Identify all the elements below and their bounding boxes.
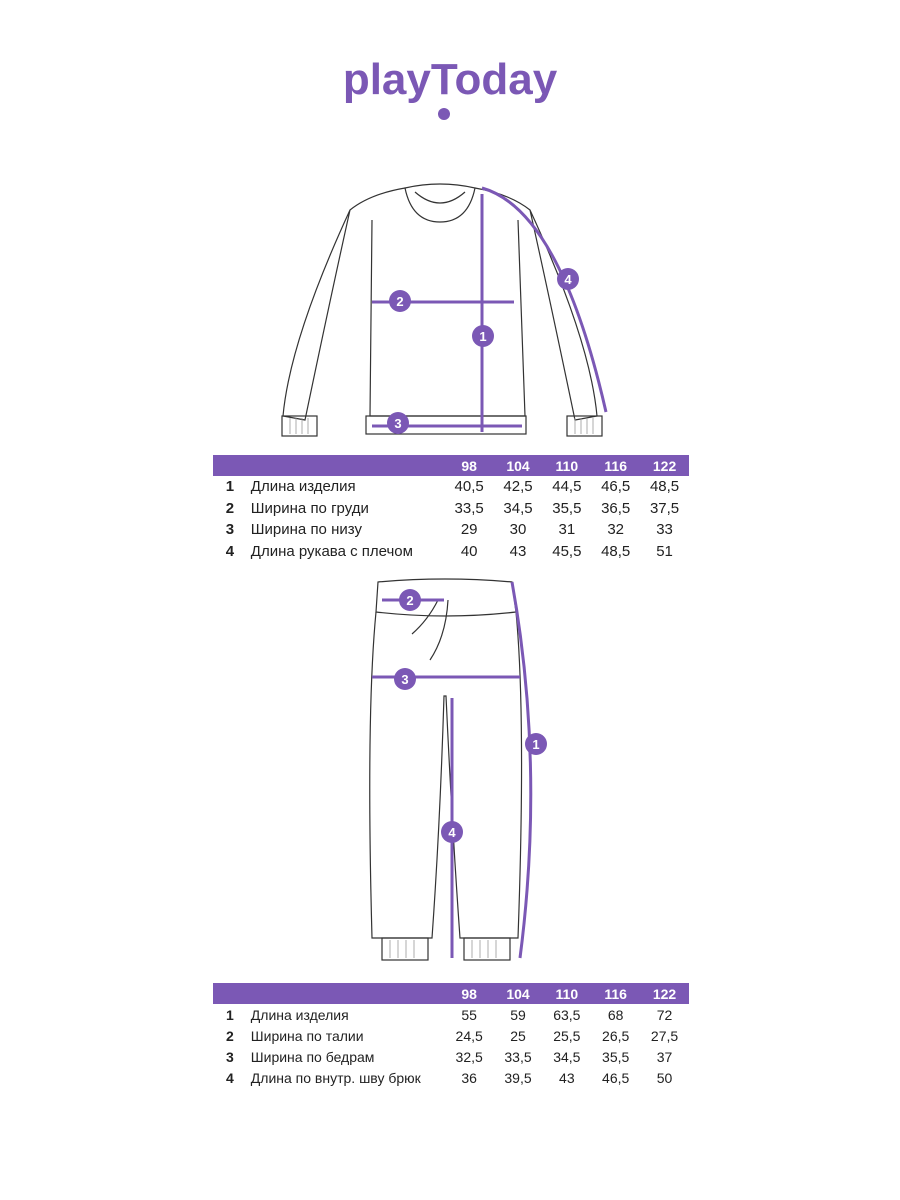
table-row: 3 Ширина по низу 29 30 31 32 33 — [225, 521, 673, 539]
pants-markers — [394, 589, 547, 843]
pants-rib-lines — [390, 940, 496, 958]
sweatshirt-drawing — [0, 180, 900, 442]
brand-logo — [0, 52, 900, 129]
table-row: 3 Ширина по бедрам 32,5 33,5 34,5 35,5 37 — [226, 1048, 673, 1065]
table-row: 2 Ширина по талии 24,5 25 25,5 26,5 27,5 — [226, 1027, 679, 1044]
logo-dot — [438, 108, 450, 120]
size-122: 122 — [652, 457, 677, 474]
size-98: 98 — [461, 985, 477, 1002]
size-116: 116 — [604, 457, 627, 474]
svg-text:2: 2 — [406, 593, 414, 608]
table-row: 4 Длина по внутр. шву брюк 36 39,5 43 46,5 50 — [226, 1069, 673, 1086]
table-header — [213, 983, 689, 1004]
table-header — [213, 455, 689, 476]
size-98: 98 — [461, 457, 477, 474]
table-row: 4 Длина рукава с плечом 40 43 45,5 48,5 51 — [225, 542, 673, 560]
size-122: 122 — [652, 985, 677, 1002]
svg-text:2: 2 — [396, 294, 404, 309]
sweatshirt-sketch — [0, 180, 900, 442]
svg-text:1: 1 — [479, 329, 487, 344]
size-110: 110 — [555, 457, 579, 474]
brand-name: playToday — [342, 55, 558, 104]
svg-text:3: 3 — [401, 672, 409, 687]
svg-text:4: 4 — [564, 272, 572, 287]
sweatshirt-outline — [282, 184, 602, 436]
svg-text:3: 3 — [394, 416, 402, 431]
size-104: 104 — [506, 457, 530, 474]
size-104: 104 — [506, 985, 530, 1002]
table-row: 2 Ширина по груди 33,5 34,5 35,5 36,5 37,5 — [225, 499, 680, 517]
table-row: 1 Длина изделия 40,5 42,5 44,5 46,5 48,5 — [225, 478, 680, 496]
pants-size-table — [213, 983, 689, 1088]
table-row: 1 Длина изделия 55 59 63,5 68 72 — [226, 1006, 673, 1023]
sweatshirt-size-table — [213, 455, 689, 562]
pants-outline — [370, 579, 522, 960]
size-110: 110 — [555, 985, 579, 1002]
svg-text:1: 1 — [532, 737, 540, 752]
pants-sketch — [0, 576, 900, 970]
pants-measure-lines — [372, 582, 531, 958]
pants-drawing — [0, 576, 900, 970]
svg-text:4: 4 — [448, 825, 456, 840]
playtoday-logo — [330, 52, 570, 124]
size-116: 116 — [604, 985, 627, 1002]
measure-line-4 — [482, 188, 606, 412]
